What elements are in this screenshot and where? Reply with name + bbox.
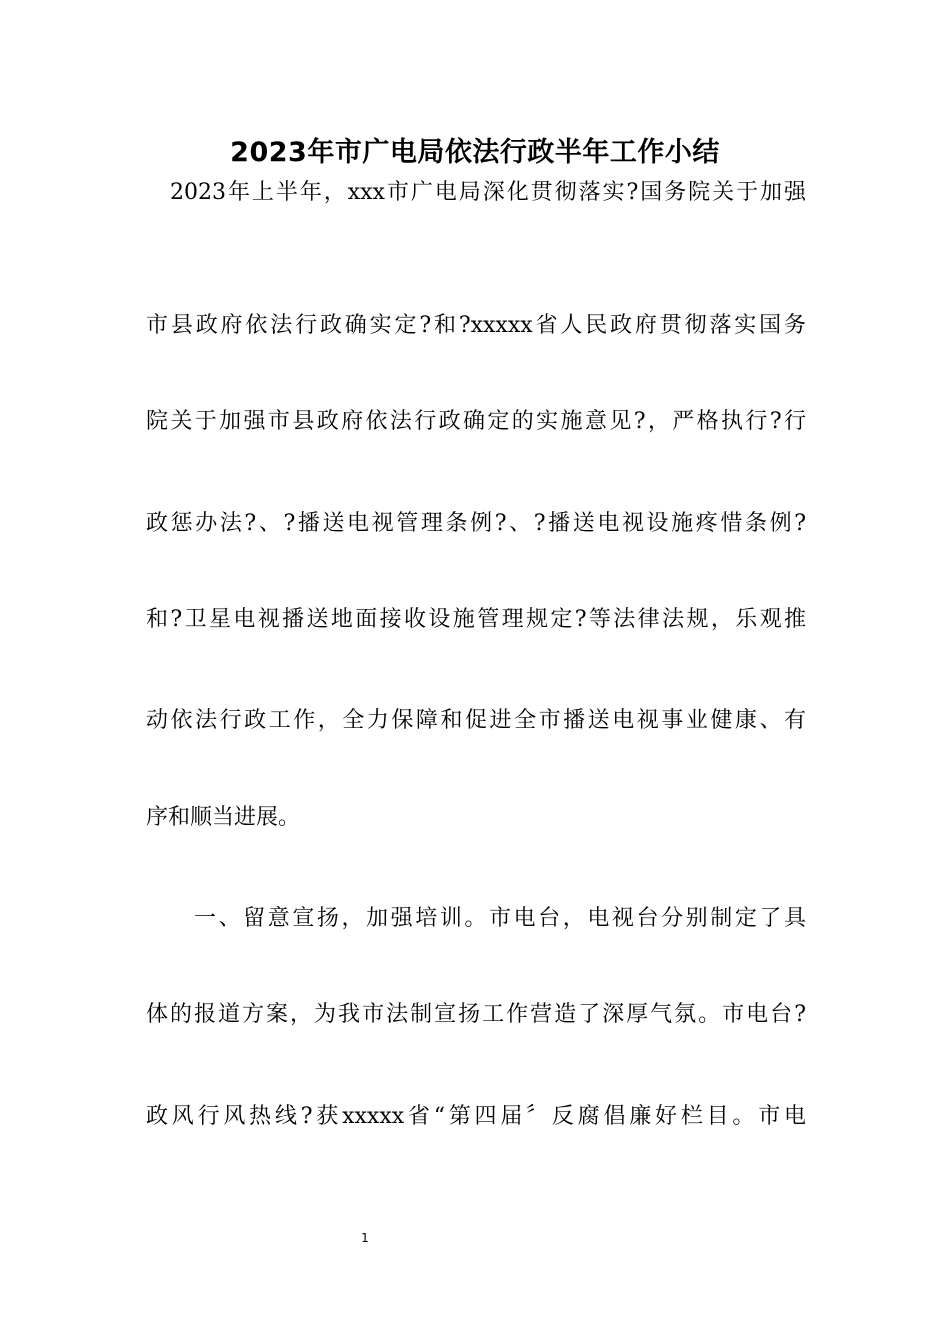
paragraph-line: 2023年上半年，xxx市广电局深化贯彻落实?国务院关于加强 [170, 180, 806, 205]
page-number: 1 [361, 1231, 369, 1245]
paragraph-line: 动依法行政工作，全力保障和促进全市播送电视事业健康、有 [146, 708, 806, 733]
paragraph-line: 一、留意宣扬，加强培训。市电台，电视台分别制定了具 [194, 906, 806, 931]
paragraph-line: 政惩办法?、?播送电视管理条例?、?播送电视设施疼惜条例? [146, 511, 806, 536]
paragraph-line: 市县政府依法行政确实定?和?xxxxx省人民政府贯彻落实国务 [146, 313, 806, 338]
paragraph-line: 体的报道方案，为我市法制宣扬工作营造了深厚气氛。市电台? [146, 1002, 806, 1027]
paragraph-line: 政风行风热线?获xxxxx省“第四届〞反腐倡廉好栏目。市电 [146, 1104, 806, 1129]
paragraph-line: 和?卫星电视播送地面接收设施管理规定?等法律法规，乐观推 [146, 607, 806, 632]
document-title: 2023年市广电局依法行政半年工作小结 [230, 137, 720, 168]
paragraph-line: 院关于加强市县政府依法行政确定的实施意见?，严格执行?行 [146, 409, 806, 434]
paragraph-line: 序和顺当进展。 [146, 805, 301, 830]
